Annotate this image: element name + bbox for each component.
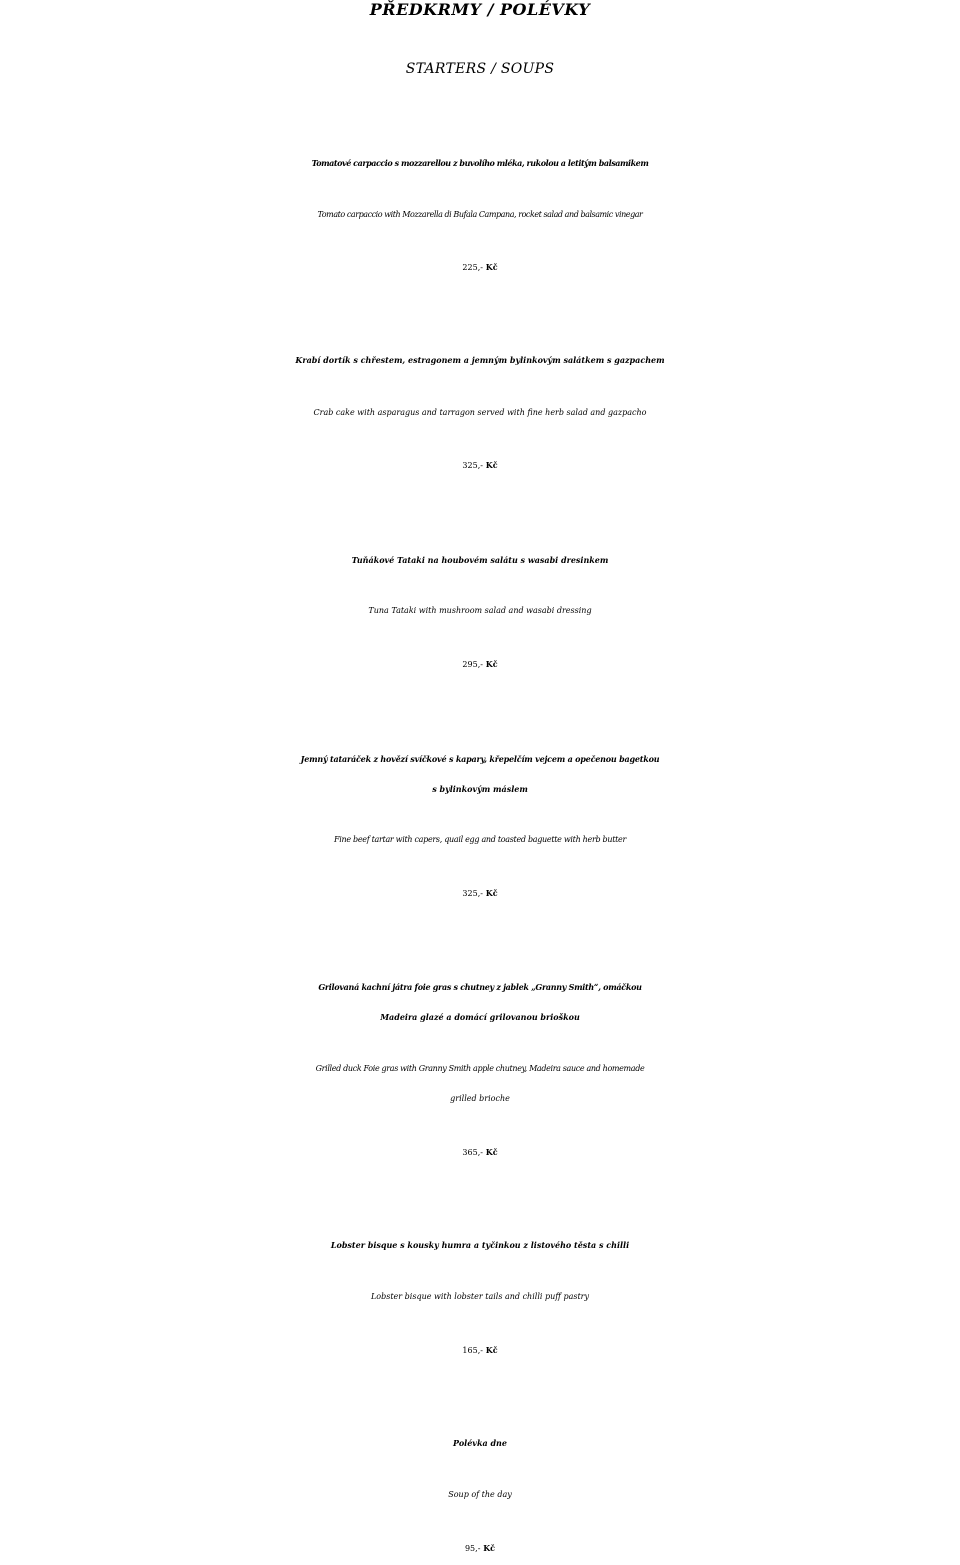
item-5-name-en-line-2: grilled brioche (450, 1094, 510, 1103)
price-currency: Kč (485, 659, 498, 669)
item-1-name-en: Tomato carpaccio with Mozzarella di Bufala Campana, rocket salad and balsamic vinegar (317, 210, 643, 219)
item-5-name-cz-line-2: Madeira glazé a domácí grilovanou brioškou (380, 1012, 580, 1022)
item-1-name-cz: Tomatové carpaccio s mozzarellou z buvolího mléka, rukolou a letitým balsamikem (311, 158, 649, 168)
item-2-name-en: Crab cake with asparagus and tarragon served with fine herb salad and gazpacho (313, 408, 647, 417)
price-currency: Kč (483, 1543, 496, 1553)
item-6-name-cz: Lobster bisque s kousky humra a tyčinkou z listového těsta s chilli (330, 1240, 630, 1250)
item-5-name-cz-line-1: Grilovaná kachní játra foie gras s chutney z jablek „Granny Smith“, omáčkou (318, 982, 642, 992)
item-4-price (0, 888, 960, 898)
item-7-price (0, 1543, 960, 1553)
price-currency: Kč (485, 1345, 498, 1355)
price-currency: Kč (485, 262, 498, 272)
price-value: 225,- (462, 263, 483, 272)
price-value: 325,- (462, 461, 483, 470)
item-4-name-en: Fine beef tartar with capers, quail egg and toasted baguette with herb butter (333, 835, 627, 844)
item-3-name-en: Tuna Tataki with mushroom salad and wasabi dressing (368, 606, 592, 615)
item-5-price (0, 1147, 960, 1157)
item-4-name-cz-line-2: s bylinkovým máslem (432, 784, 528, 794)
page-subtitle: STARTERS / SOUPS (405, 61, 555, 77)
item-6-price (0, 1345, 960, 1355)
price-value: 295,- (462, 660, 483, 669)
price-value: 165,- (462, 1346, 483, 1355)
item-7-name-en: Soup of the day (448, 1490, 512, 1499)
item-2-name-cz: Krabí dortík s chřestem, estragonem a jemným bylinkovým salátkem s gazpachem (295, 355, 665, 365)
price-value: 325,- (462, 889, 483, 898)
page-title: PŘEDKRMY / POLÉVKY (369, 0, 591, 19)
item-2-price (0, 460, 960, 470)
item-7-name-cz: Polévka dne (453, 1438, 507, 1448)
item-5-name-en-line-1: Grilled duck Foie gras with Granny Smith apple chutney, Madeira sauce and homemade (315, 1064, 645, 1073)
price-currency: Kč (485, 1147, 498, 1157)
item-3-name-cz: Tuňákové Tataki na houbovém salátu s wasabi dresinkem (351, 555, 609, 565)
item-4-name-cz-line-1: Jemný tataráček z hovězí svíčkové s kapary, křepelčím vejcem a opečenou bagetkou (300, 754, 660, 764)
item-6-name-en: Lobster bisque with lobster tails and chilli puff pastry (370, 1292, 590, 1301)
price-value: 365,- (462, 1148, 483, 1157)
item-3-price (0, 659, 960, 669)
item-1-price (0, 262, 960, 272)
price-currency: Kč (485, 888, 498, 898)
price-value: 95,- (464, 1544, 481, 1553)
price-currency: Kč (485, 460, 498, 470)
